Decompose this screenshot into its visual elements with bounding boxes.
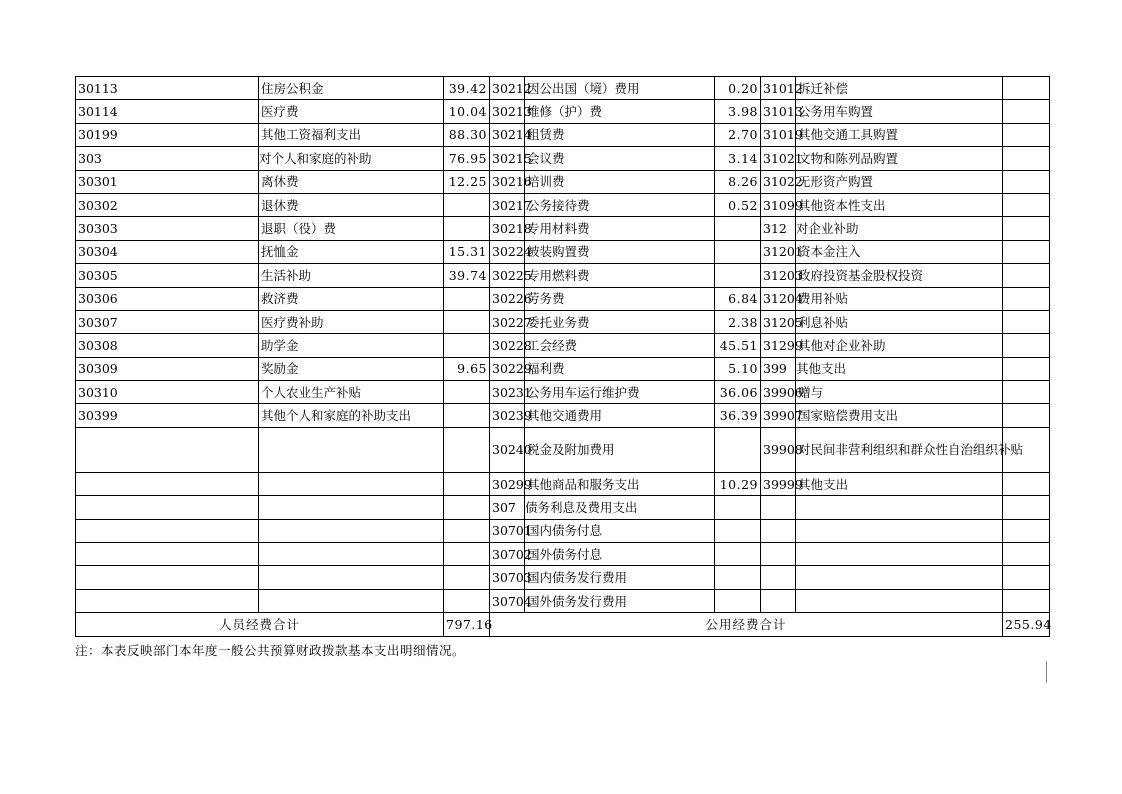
item-name-cell [796, 543, 1003, 566]
amount-cell [1003, 147, 1050, 170]
table-row [76, 170, 1050, 193]
table-note: 注：本表反映部门本年度一般公共预算财政拨款基本支出明细情况。 [75, 643, 466, 658]
item-code-cell: 30114 [76, 100, 259, 123]
amount-cell: 2.38 [715, 310, 761, 333]
public-total-label: 公用经费合计 [490, 613, 1003, 636]
item-code-cell: 30231 [490, 381, 525, 404]
table-row [76, 543, 1050, 566]
item-code-cell: 30304 [76, 240, 259, 263]
item-name-cell: 其他商品和服务支出 [525, 472, 715, 495]
item-name-cell: 其他交通工具购置 [796, 123, 1003, 146]
amount-cell: 8.26 [715, 170, 761, 193]
item-code-cell: 39908 [761, 427, 796, 472]
item-code-cell: 31022 [761, 170, 796, 193]
item-code-cell: 31201 [761, 240, 796, 263]
amount-cell: 45.51 [715, 334, 761, 357]
item-code-cell: 30301 [76, 170, 259, 193]
item-name-cell: 对企业补助 [796, 217, 1003, 240]
amount-cell: 9.65 [444, 357, 490, 380]
amount-cell: 36.06 [715, 381, 761, 404]
amount-cell [444, 217, 490, 240]
table-row [76, 193, 1050, 216]
amount-cell: 2.70 [715, 123, 761, 146]
item-code-cell: 30215 [490, 147, 525, 170]
item-name-cell: 其他工资福利支出 [259, 123, 444, 146]
item-code-cell: 39999 [761, 472, 796, 495]
item-name-cell: 债务利息及费用支出 [525, 496, 715, 519]
personnel-total-label: 人员经费合计 [76, 613, 444, 636]
item-code-cell: 30704 [490, 589, 525, 612]
item-code-cell: 39906 [761, 381, 796, 404]
amount-cell: 76.95 [444, 147, 490, 170]
amount-cell [444, 519, 490, 542]
amount-cell [1003, 123, 1050, 146]
table-row [76, 589, 1050, 612]
amount-cell [444, 472, 490, 495]
item-name-cell: 国外债务发行费用 [525, 589, 715, 612]
amount-cell [1003, 334, 1050, 357]
item-name-cell: 国外债务付息 [525, 543, 715, 566]
item-code-cell: 30309 [76, 357, 259, 380]
item-code-cell: 31021 [761, 147, 796, 170]
item-name-cell: 被装购置费 [525, 240, 715, 263]
item-name-cell [259, 566, 444, 589]
item-name-cell: 公务接待费 [525, 193, 715, 216]
item-name-cell: 委托业务费 [525, 310, 715, 333]
table-row [76, 147, 1050, 170]
table-row [76, 357, 1050, 380]
table-row [76, 77, 1050, 100]
item-code-cell: 30225 [490, 264, 525, 287]
item-name-cell: 政府投资基金股权投资 [796, 264, 1003, 287]
item-name-cell [796, 566, 1003, 589]
item-name-cell: 离休费 [259, 170, 444, 193]
item-code-cell: 307 [490, 496, 525, 519]
amount-cell: 3.14 [715, 147, 761, 170]
item-name-cell: 资本金注入 [796, 240, 1003, 263]
item-name-cell: 维修（护）费 [525, 100, 715, 123]
item-name-cell [259, 496, 444, 519]
amount-cell: 36.39 [715, 404, 761, 427]
page-edge-line [1046, 661, 1047, 683]
item-name-cell: 工会经费 [525, 334, 715, 357]
item-code-cell [76, 472, 259, 495]
item-code-cell: 30703 [490, 566, 525, 589]
table-row [76, 287, 1050, 310]
table-row [76, 472, 1050, 495]
amount-cell: 5.10 [715, 357, 761, 380]
item-code-cell: 31012 [761, 77, 796, 100]
amount-cell: 39.42 [444, 77, 490, 100]
item-code-cell [76, 543, 259, 566]
table-row [76, 217, 1050, 240]
item-name-cell: 公务用车运行维护费 [525, 381, 715, 404]
table-row [76, 264, 1050, 287]
table-row [76, 519, 1050, 542]
amount-cell: 15.31 [444, 240, 490, 263]
item-name-cell [796, 519, 1003, 542]
amount-cell [444, 381, 490, 404]
item-code-cell: 30239 [490, 404, 525, 427]
item-name-cell [259, 589, 444, 612]
amount-cell [1003, 310, 1050, 333]
amount-cell [444, 404, 490, 427]
totals-row [76, 613, 1050, 636]
item-name-cell: 拆迁补偿 [796, 77, 1003, 100]
amount-cell [444, 496, 490, 519]
amount-cell: 0.52 [715, 193, 761, 216]
item-code-cell: 399 [761, 357, 796, 380]
item-code-cell [761, 496, 796, 519]
amount-cell: 0.20 [715, 77, 761, 100]
item-name-cell: 租赁费 [525, 123, 715, 146]
amount-cell: 10.04 [444, 100, 490, 123]
amount-cell [444, 589, 490, 612]
item-name-cell: 培训费 [525, 170, 715, 193]
item-name-cell [259, 543, 444, 566]
item-name-cell: 专用燃料费 [525, 264, 715, 287]
table-row [76, 427, 1050, 472]
table-row [76, 496, 1050, 519]
item-code-cell: 30216 [490, 170, 525, 193]
item-code-cell: 30224 [490, 240, 525, 263]
amount-cell [1003, 381, 1050, 404]
item-code-cell [761, 566, 796, 589]
item-name-cell: 其他支出 [796, 357, 1003, 380]
item-code-cell: 30310 [76, 381, 259, 404]
amount-cell [715, 589, 761, 612]
item-code-cell: 30113 [76, 77, 259, 100]
amount-cell: 88.30 [444, 123, 490, 146]
item-code-cell [76, 427, 259, 472]
item-code-cell: 30214 [490, 123, 525, 146]
amount-cell [1003, 543, 1050, 566]
item-name-cell: 其他交通费用 [525, 404, 715, 427]
amount-cell [444, 193, 490, 216]
amount-cell [444, 310, 490, 333]
table-row [76, 404, 1050, 427]
item-code-cell [76, 496, 259, 519]
item-code-cell: 30228 [490, 334, 525, 357]
item-name-cell: 会议费 [525, 147, 715, 170]
amount-cell [444, 334, 490, 357]
item-name-cell: 对民间非营利组织和群众性自治组织补贴 [796, 427, 1003, 472]
item-code-cell: 30399 [76, 404, 259, 427]
item-code-cell: 31099 [761, 193, 796, 216]
table-row [76, 310, 1050, 333]
item-name-cell [259, 519, 444, 542]
item-name-cell: 国内债务付息 [525, 519, 715, 542]
amount-cell: 12.25 [444, 170, 490, 193]
amount-cell [1003, 100, 1050, 123]
amount-cell [1003, 170, 1050, 193]
item-name-cell: 医疗费 [259, 100, 444, 123]
item-code-cell: 31204 [761, 287, 796, 310]
amount-cell [444, 287, 490, 310]
item-code-cell: 30299 [490, 472, 525, 495]
item-code-cell: 30229 [490, 357, 525, 380]
amount-cell: 3.98 [715, 100, 761, 123]
item-name-cell [259, 472, 444, 495]
table-row [76, 566, 1050, 589]
personnel-total-value: 797.16 [444, 613, 490, 636]
amount-cell [1003, 357, 1050, 380]
item-name-cell: 个人农业生产补贴 [259, 381, 444, 404]
amount-cell [1003, 240, 1050, 263]
item-code-cell: 30306 [76, 287, 259, 310]
item-name-cell: 生活补助 [259, 264, 444, 287]
item-code-cell: 303 [76, 147, 259, 170]
item-name-cell: 其他资本性支出 [796, 193, 1003, 216]
item-code-cell: 31205 [761, 310, 796, 333]
amount-cell [715, 496, 761, 519]
amount-cell [715, 264, 761, 287]
item-code-cell: 30199 [76, 123, 259, 146]
amount-cell [715, 427, 761, 472]
item-name-cell: 医疗费补助 [259, 310, 444, 333]
item-code-cell: 30701 [490, 519, 525, 542]
item-name-cell: 其他支出 [796, 472, 1003, 495]
item-name-cell: 赠与 [796, 381, 1003, 404]
public-total-value: 255.94 [1003, 613, 1050, 636]
amount-cell [1003, 589, 1050, 612]
item-name-cell: 专用材料费 [525, 217, 715, 240]
amount-cell [1003, 519, 1050, 542]
amount-cell [1003, 404, 1050, 427]
item-name-cell: 对个人和家庭的补助 [259, 147, 444, 170]
item-code-cell: 30308 [76, 334, 259, 357]
amount-cell [444, 543, 490, 566]
item-name-cell: 公务用车购置 [796, 100, 1003, 123]
item-code-cell [761, 519, 796, 542]
amount-cell [1003, 264, 1050, 287]
amount-cell [1003, 217, 1050, 240]
item-name-cell: 劳务费 [525, 287, 715, 310]
item-code-cell: 30307 [76, 310, 259, 333]
item-code-cell: 312 [761, 217, 796, 240]
item-code-cell [761, 589, 796, 612]
item-name-cell: 其他对企业补助 [796, 334, 1003, 357]
item-code-cell: 39907 [761, 404, 796, 427]
item-code-cell: 30240 [490, 427, 525, 472]
item-code-cell: 30217 [490, 193, 525, 216]
amount-cell: 10.29 [715, 472, 761, 495]
item-name-cell: 无形资产购置 [796, 170, 1003, 193]
item-code-cell [76, 589, 259, 612]
item-name-cell: 税金及附加费用 [525, 427, 715, 472]
amount-cell [715, 519, 761, 542]
amount-cell [1003, 77, 1050, 100]
item-code-cell: 31013 [761, 100, 796, 123]
amount-cell [715, 240, 761, 263]
item-name-cell: 利息补贴 [796, 310, 1003, 333]
amount-cell: 6.84 [715, 287, 761, 310]
item-name-cell: 奖励金 [259, 357, 444, 380]
table-body [76, 77, 1050, 637]
item-name-cell: 助学金 [259, 334, 444, 357]
item-code-cell [76, 519, 259, 542]
table-row [76, 100, 1050, 123]
item-name-cell: 退职（役）费 [259, 217, 444, 240]
item-name-cell: 文物和陈列品购置 [796, 147, 1003, 170]
amount-cell [1003, 566, 1050, 589]
table-row [76, 240, 1050, 263]
amount-cell [444, 427, 490, 472]
item-name-cell [796, 589, 1003, 612]
item-code-cell: 30226 [490, 287, 525, 310]
item-code-cell: 30212 [490, 77, 525, 100]
amount-cell [715, 217, 761, 240]
item-name-cell: 住房公积金 [259, 77, 444, 100]
item-code-cell: 31019 [761, 123, 796, 146]
item-name-cell [796, 496, 1003, 519]
item-name-cell: 抚恤金 [259, 240, 444, 263]
table-row [76, 334, 1050, 357]
item-code-cell: 31299 [761, 334, 796, 357]
item-name-cell: 福利费 [525, 357, 715, 380]
item-name-cell: 国内债务发行费用 [525, 566, 715, 589]
amount-cell [444, 566, 490, 589]
amount-cell: 39.74 [444, 264, 490, 287]
table-row [76, 381, 1050, 404]
amount-cell [1003, 496, 1050, 519]
item-name-cell: 因公出国（境）费用 [525, 77, 715, 100]
item-name-cell: 费用补贴 [796, 287, 1003, 310]
table-row [76, 123, 1050, 146]
amount-cell [715, 566, 761, 589]
item-name-cell: 退休费 [259, 193, 444, 216]
item-code-cell: 30302 [76, 193, 259, 216]
item-code-cell: 30227 [490, 310, 525, 333]
item-code-cell: 30305 [76, 264, 259, 287]
amount-cell [715, 543, 761, 566]
item-name-cell: 国家赔偿费用支出 [796, 404, 1003, 427]
amount-cell [1003, 193, 1050, 216]
item-code-cell: 30218 [490, 217, 525, 240]
item-name-cell [259, 427, 444, 472]
item-name-cell: 其他个人和家庭的补助支出 [259, 404, 444, 427]
item-code-cell [76, 566, 259, 589]
item-code-cell: 30702 [490, 543, 525, 566]
item-code-cell: 30303 [76, 217, 259, 240]
amount-cell [1003, 287, 1050, 310]
item-code-cell: 31203 [761, 264, 796, 287]
amount-cell [1003, 472, 1050, 495]
expenditure-detail-table [75, 76, 1050, 637]
item-code-cell: 30213 [490, 100, 525, 123]
item-code-cell [761, 543, 796, 566]
item-name-cell: 救济费 [259, 287, 444, 310]
